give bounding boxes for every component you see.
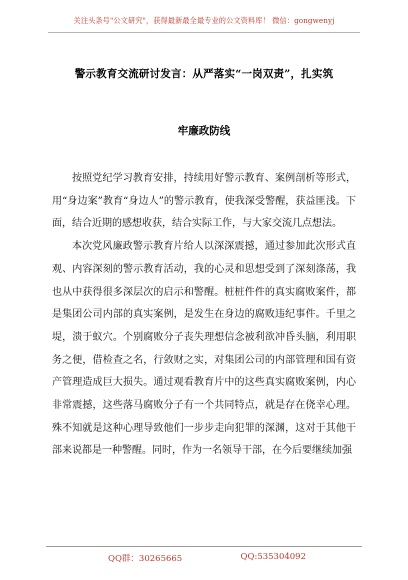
document-title: 警示教育交流研讨发言：从严落实“一岗双责”，扎实筑 [74,68,334,80]
footer [46,546,362,564]
document-subtitle: 牢廉政防线 [177,125,231,137]
footer-qq-contact: QQ:535304092 [240,552,306,562]
footer-qq-group: QQ群：30265665 [108,554,183,564]
paragraph: 本次党风廉政警示教育片给人以深深震撼，通过参加此次形式直观、内容深刻的警示教育活动，我的心灵和思想受到了深刻涤荡，我也从中获得很多深层次的启示和警醒。桩桩件件的真实腐败案件，都是集团公司内部的真实案例，是发生在身边的腐败违纪事件。千里之堤，溃于蚁穴。个别腐败分子丧失理想信念被利欲冲昏头脑，利用职务之便，借检查之名，行敛财之实，对集团公司的内部管理和国有资产管理造成巨大损失。通过观看教育片中的这些真实腐败案例，内心非常震撼，这些落马腐败分子有一个共同特点，就是存在侥幸心理。殊不知就是这种心理导致他们一步步走向犯罪的深渊，这对于其他干部来说都是一种警醒。同时，作为一名领导干部，在今后要继续加强 [52,241,356,457]
paragraph: 按照党纪学习教育安排，持续用好警示教育、案例剖析等形式，用“身边案”教育“身边人”的警示教育，使我深受警醒，获益匪浅。下面，结合近期的感想收获，结合实际工作，与大家交流几点想法。 [52,173,356,230]
header-banner: 关注头条号"公文研究"，获得最新最全最专业的公文资料库！ 微信：gongwenyj [48,16,360,33]
document-body [52,168,356,463]
